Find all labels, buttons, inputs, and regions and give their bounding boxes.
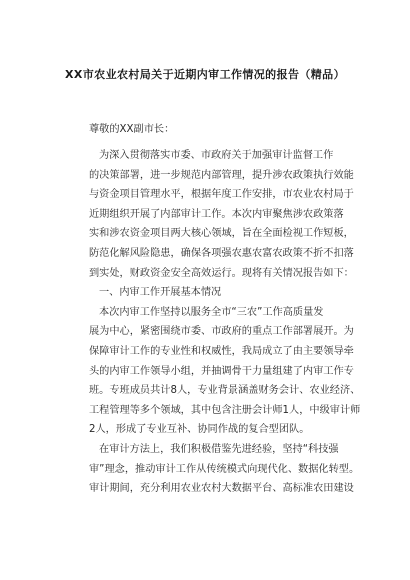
- body-line: 与资金项目管理水平，根据年度工作安排，市农业农村局于: [89, 189, 354, 201]
- body-line: 2人，形成了专业互补、协同作战的复合型团队。: [89, 424, 310, 436]
- body-line: 保障审计工作的专业性和权威性，我局成立了由主要领导牵: [89, 345, 354, 357]
- body-line: 审”理念，推动审计工作从传统模式向现代化、数据化转型。: [89, 463, 360, 475]
- body-line: 近期组织开展了内部审计工作。本次内审聚焦涉农政策落: [89, 208, 344, 220]
- body-line: 到实处，财政资金安全高效运行。现将有关情况报告如下：: [89, 267, 354, 279]
- section-heading: 一、内审工作开展基本情况: [99, 287, 222, 299]
- body-line: 实和涉农资金项目两大核心领域，旨在全面检视工作短板，: [89, 228, 354, 240]
- body-line: 的决策部署，进一步规范内部管理，提升涉农政策执行效能: [89, 169, 354, 181]
- body-line: 本次内审工作坚持以服务全市“三农”工作高质量发: [99, 306, 324, 318]
- body-line: 在审计方法上，我们积极借鉴先进经验，坚持“科技强: [99, 443, 339, 455]
- body-line: 工程管理等多个领域，其中包含注册会计师1人，中级审计师: [89, 404, 361, 416]
- document-title: XX市农业农村局关于近期内审工作情况的报告（精品）: [65, 68, 345, 81]
- body-line: 头的内审工作领导小组，并抽调骨干力量组建了内审工作专: [89, 365, 354, 377]
- document-body: [89, 146, 361, 499]
- body-line: 防范化解风险隐患，确保各项强农惠农富农政策不折不扣落: [89, 247, 354, 259]
- body-line: 审计期间，充分利用农业农村大数据平台、高标准农田建设: [89, 483, 354, 495]
- salutation: 尊敬的XX副市长：: [89, 124, 175, 135]
- body-line: 展为中心，紧密围绕市委、市政府的重点工作部署展开。为: [89, 326, 354, 338]
- body-line: 班。专班成员共计8人，专业背景涵盖财务会计、农业经济、: [89, 385, 361, 397]
- body-line: 为深入贯彻落实市委、市政府关于加强审计监督工作: [99, 150, 334, 161]
